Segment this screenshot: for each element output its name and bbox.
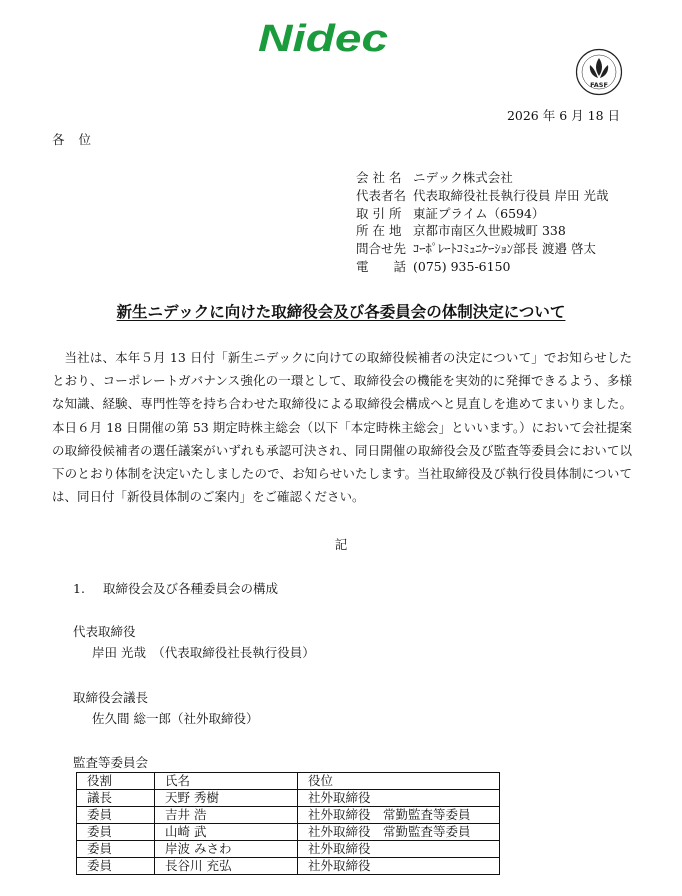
fasf-badge <box>575 48 623 96</box>
table-row: 委員 吉井 浩 社外取締役 常勤監査等委員 <box>77 807 500 824</box>
body-text <box>52 346 632 508</box>
issue-date: 2026 年 6 月 18 日 <box>506 108 620 123</box>
info-row: 電 話 (075) 935-6150 <box>356 258 511 274</box>
audit-committee-table <box>76 772 500 875</box>
rep-director-name: 岸田 光哉 （代表取締役社長執行役員） <box>92 645 315 660</box>
info-row: 所 在 地 京都市南区久世殿城町 338 <box>356 223 566 239</box>
info-row: 代表者名 代表取締役社長執行役員 岸田 光哉 <box>356 187 609 203</box>
company-info <box>356 169 608 276</box>
audit-committee-heading: 監査等委員会 <box>73 755 149 770</box>
table-row: 委員 山崎 武 社外取締役 常勤監査等委員 <box>77 824 500 841</box>
info-row: 取 引 所 東証プライム（6594） <box>356 205 545 221</box>
section-number: 1. <box>73 581 85 596</box>
chair-name: 佐久間 総一郎（社外取締役） <box>92 711 259 726</box>
document-title: 新生ニデックに向けた取締役会及び各委員会の体制決定について <box>116 303 566 321</box>
info-row: 問合せ先 ｺｰﾎﾟﾚｰﾄｺﾐｭﾆｹｰｼｮﾝ部長 渡邉 啓太 <box>356 241 596 257</box>
table-row: 委員 長谷川 充弘 社外取締役 <box>77 858 500 875</box>
body-paragraph: 当社は、本年５月 13 日付「新生ニデックに向けての取締役候補者の決定について」でお知らせしたとおり、コーポレートガバナンス強化の一環として、取締役会の機能を実効的に発揮できるよう、多様な知識、経験、専門性等を持ち合わせた取締役による取締役会構成へと見直しを進めてまいりました。本日６月 18 日開催の第 53 期定時株主総会（以下「本定時株主総会」といいます。）において会社提案の取締役候補者の選任議案がいずれも承認可決され、同日開催の取締役会及び監査等委員会において以下のとおり体制を決定いたしましたので、お知らせいたします。当社取締役及び執行役員体制については、同日付「新役員体制のご案内」をご確認ください。 <box>52 350 632 505</box>
section-heading <box>73 579 278 597</box>
svg-text:Nidec: Nidec <box>258 18 388 58</box>
header-cell: 役位 <box>298 773 500 790</box>
addressee: 各位 <box>52 132 106 147</box>
chair-role: 取締役会議長 <box>73 690 149 705</box>
header-cell: 役割 <box>77 773 155 790</box>
table-row: 委員 岸波 みさわ 社外取締役 <box>77 841 500 858</box>
ki-mark: 記 <box>334 537 348 552</box>
rep-director-role: 代表取締役 <box>73 624 136 639</box>
section-title: 取締役会及び各種委員会の構成 <box>103 581 279 596</box>
info-row: 会 社 名 ニデック株式会社 <box>356 170 513 185</box>
header-cell: 氏名 <box>155 773 298 790</box>
svg-text:FASF: FASF <box>590 81 608 89</box>
table-row: 議長 天野 秀樹 社外取締役 <box>77 790 500 807</box>
table-header-row <box>77 773 500 790</box>
nidec-logo <box>256 18 391 58</box>
